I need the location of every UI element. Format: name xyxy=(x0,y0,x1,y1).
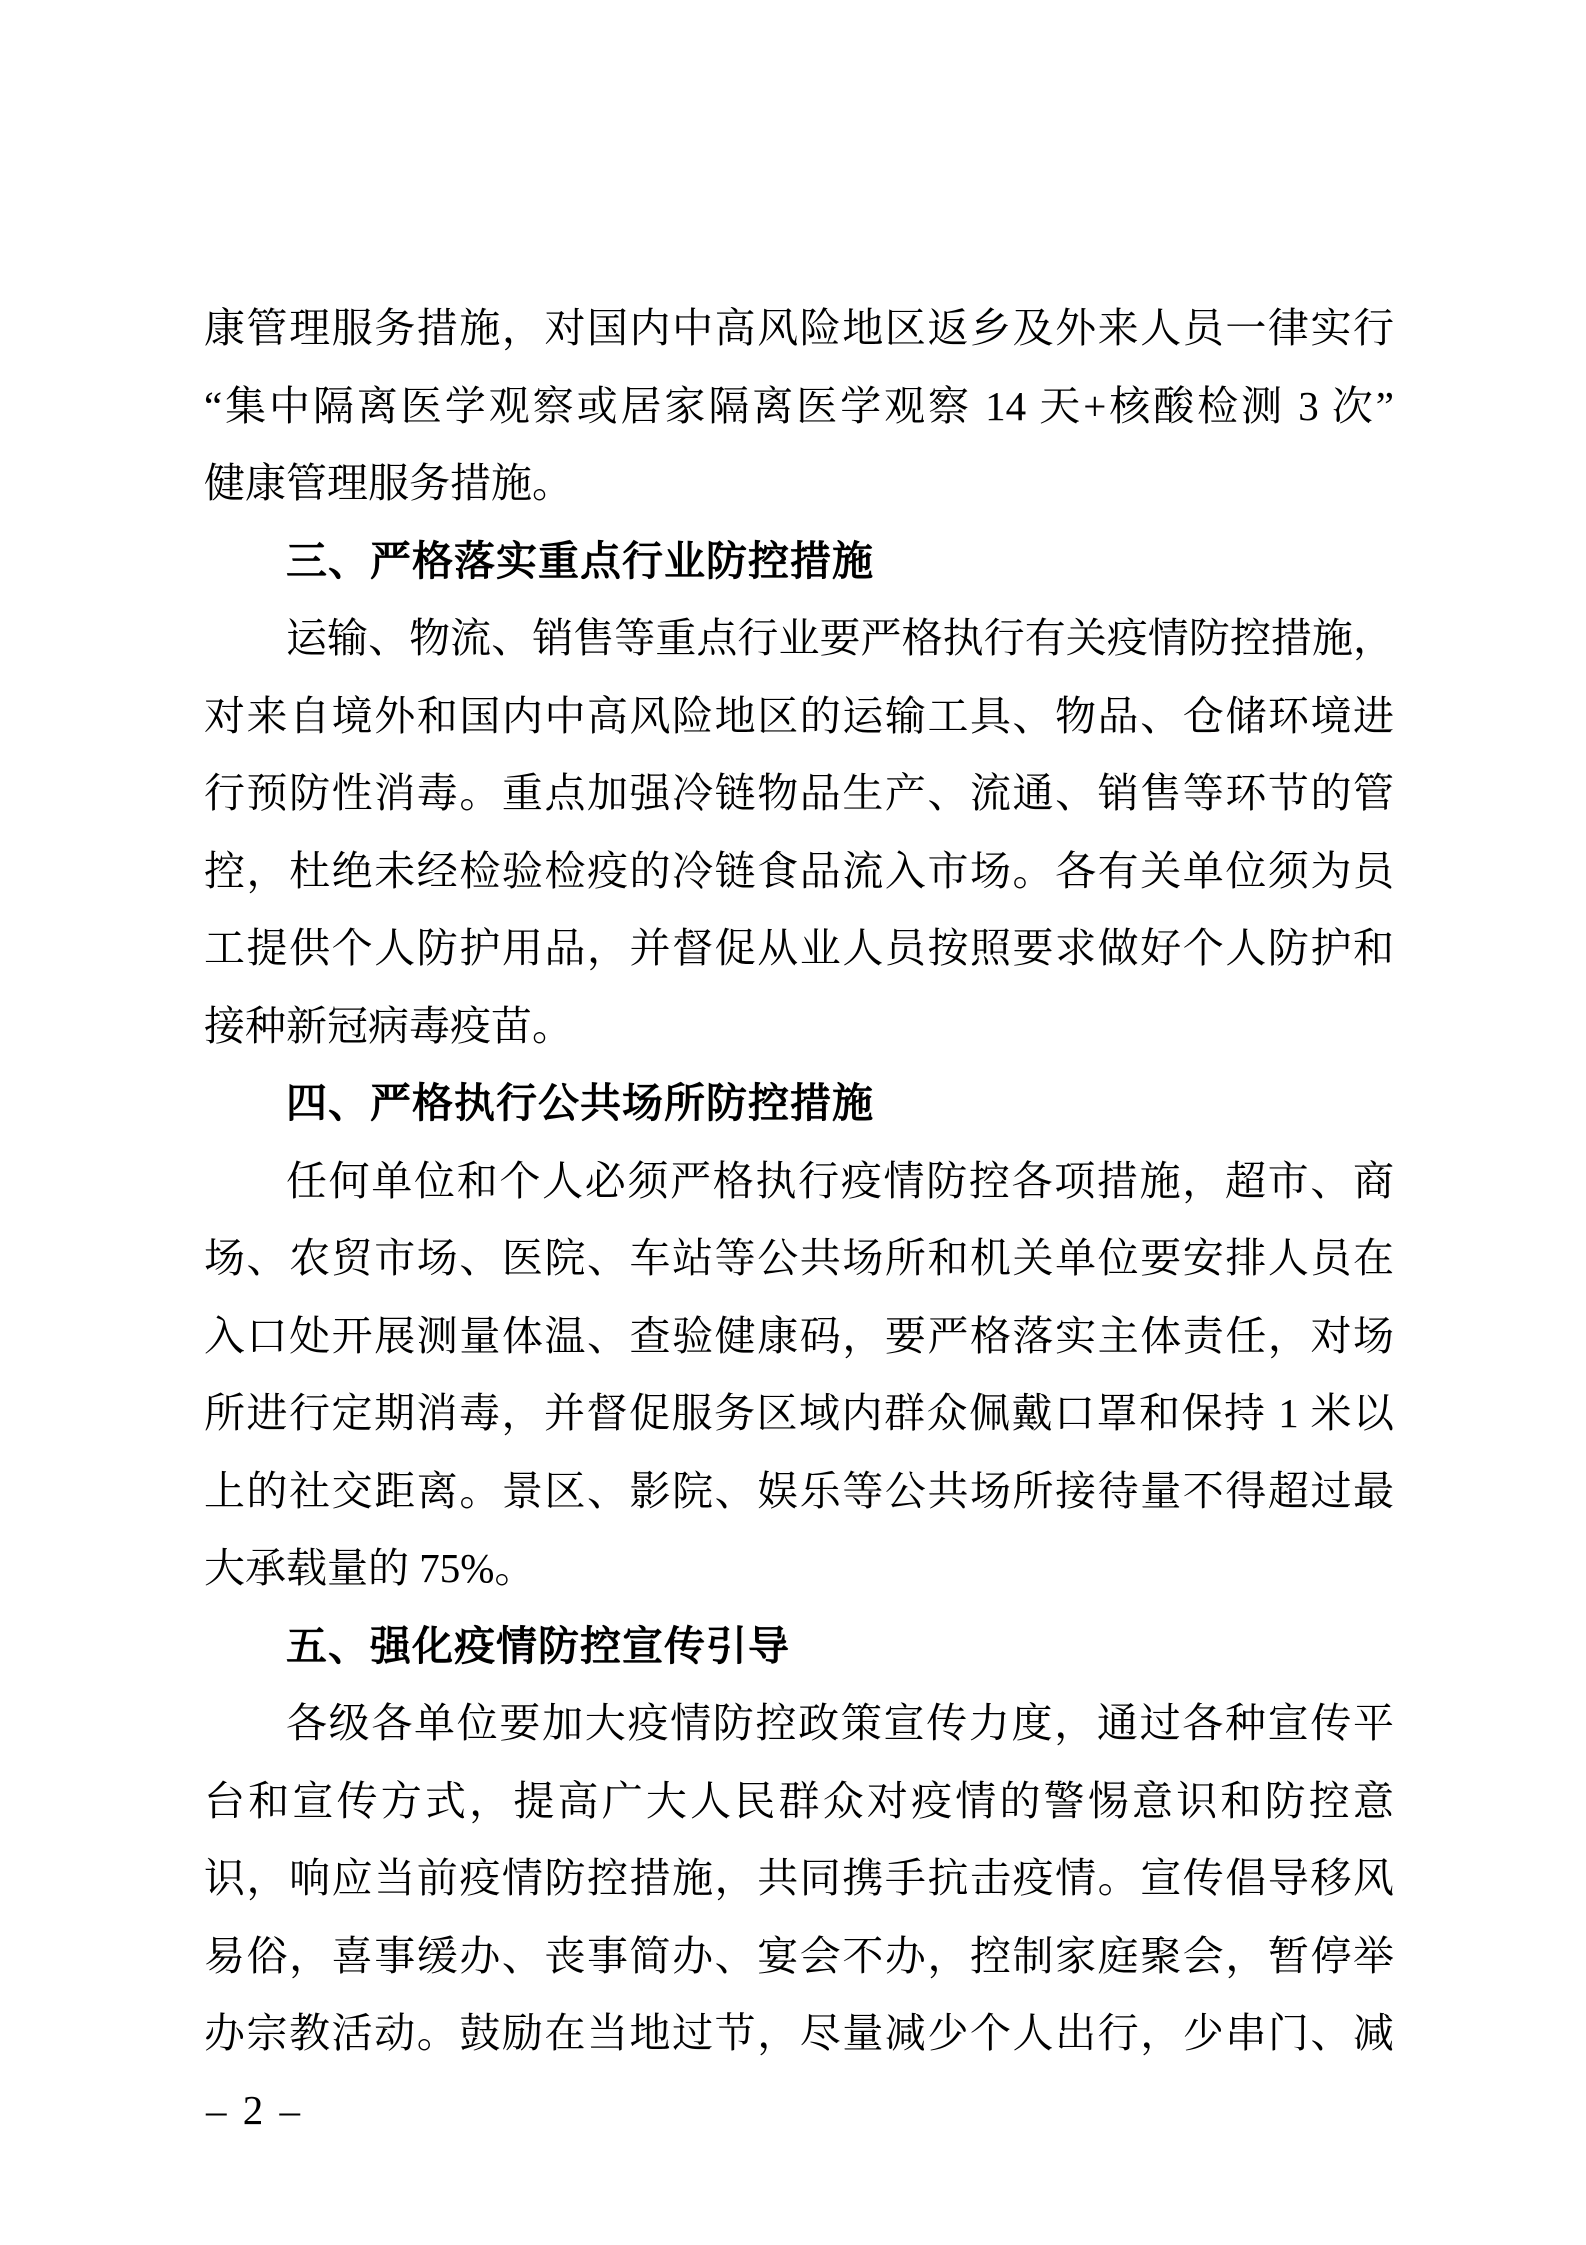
body-line: 识，响应当前疫情防控措施，共同携手抗击疫情。宣传倡导移风 xyxy=(204,1855,1394,1901)
body-line: 对来自境外和国内中高风险地区的运输工具、物品、仓储环境进 xyxy=(204,692,1394,739)
body-line: 接种新冠病毒疫苗。 xyxy=(204,1002,573,1049)
body-line: 入口处开展测量体温、查验健康码，要严格落实主体责任，对场 xyxy=(204,1312,1394,1359)
body-line: 行预防性消毒。重点加强冷链物品生产、流通、销售等环节的管 xyxy=(204,770,1394,816)
document-body xyxy=(204,290,1394,2073)
body-line: 场、农贸市场、医院、车站等公共场所和机关单位要安排人员在 xyxy=(204,1235,1394,1281)
body-line: 大承载量的 75%。 xyxy=(204,1545,536,1591)
body-line: 健康管理服务措施。 xyxy=(204,460,573,506)
body-line: 工提供个人防护用品，并督促从业人员按照要求做好个人防护和 xyxy=(204,925,1394,971)
body-line: 各级各单位要加大疫情防控政策宣传力度，通过各种宣传平 xyxy=(286,1700,1394,1746)
body-line: 运输、物流、销售等重点行业要严格执行有关疫情防控措施， xyxy=(286,615,1394,661)
body-line: 控，杜绝未经检验检疫的冷链食品流入市场。各有关单位须为员 xyxy=(204,847,1394,894)
body-line: “集中隔离医学观察或居家隔离医学观察 14 天+核酸检测 3 次” xyxy=(204,382,1394,429)
body-line: 台和宣传方式，提高广大人民群众对疫情的警惕意识和防控意 xyxy=(204,1777,1394,1824)
section-heading: 五、强化疫情防控宣传引导 xyxy=(286,1622,790,1669)
section-heading: 四、严格执行公共场所防控措施 xyxy=(286,1080,874,1126)
body-line: 所进行定期消毒，并督促服务区域内群众佩戴口罩和保持 1 米以 xyxy=(204,1390,1394,1436)
body-line: 任何单位和个人必须严格执行疫情防控各项措施，超市、商 xyxy=(286,1157,1394,1204)
body-line: 易俗，喜事缓办、丧事简办、宴会不办，控制家庭聚会，暂停举 xyxy=(204,1932,1394,1979)
body-line: 办宗教活动。鼓励在当地过节，尽量减少个人出行，少串门、减 xyxy=(204,2010,1394,2056)
page-number: – 2 – xyxy=(206,2087,303,2133)
section-heading: 三、严格落实重点行业防控措施 xyxy=(286,537,874,584)
body-line: 上的社交距离。景区、影院、娱乐等公共场所接待量不得超过最 xyxy=(204,1467,1394,1514)
body-line: 康管理服务措施，对国内中高风险地区返乡及外来人员一律实行 xyxy=(204,305,1394,351)
